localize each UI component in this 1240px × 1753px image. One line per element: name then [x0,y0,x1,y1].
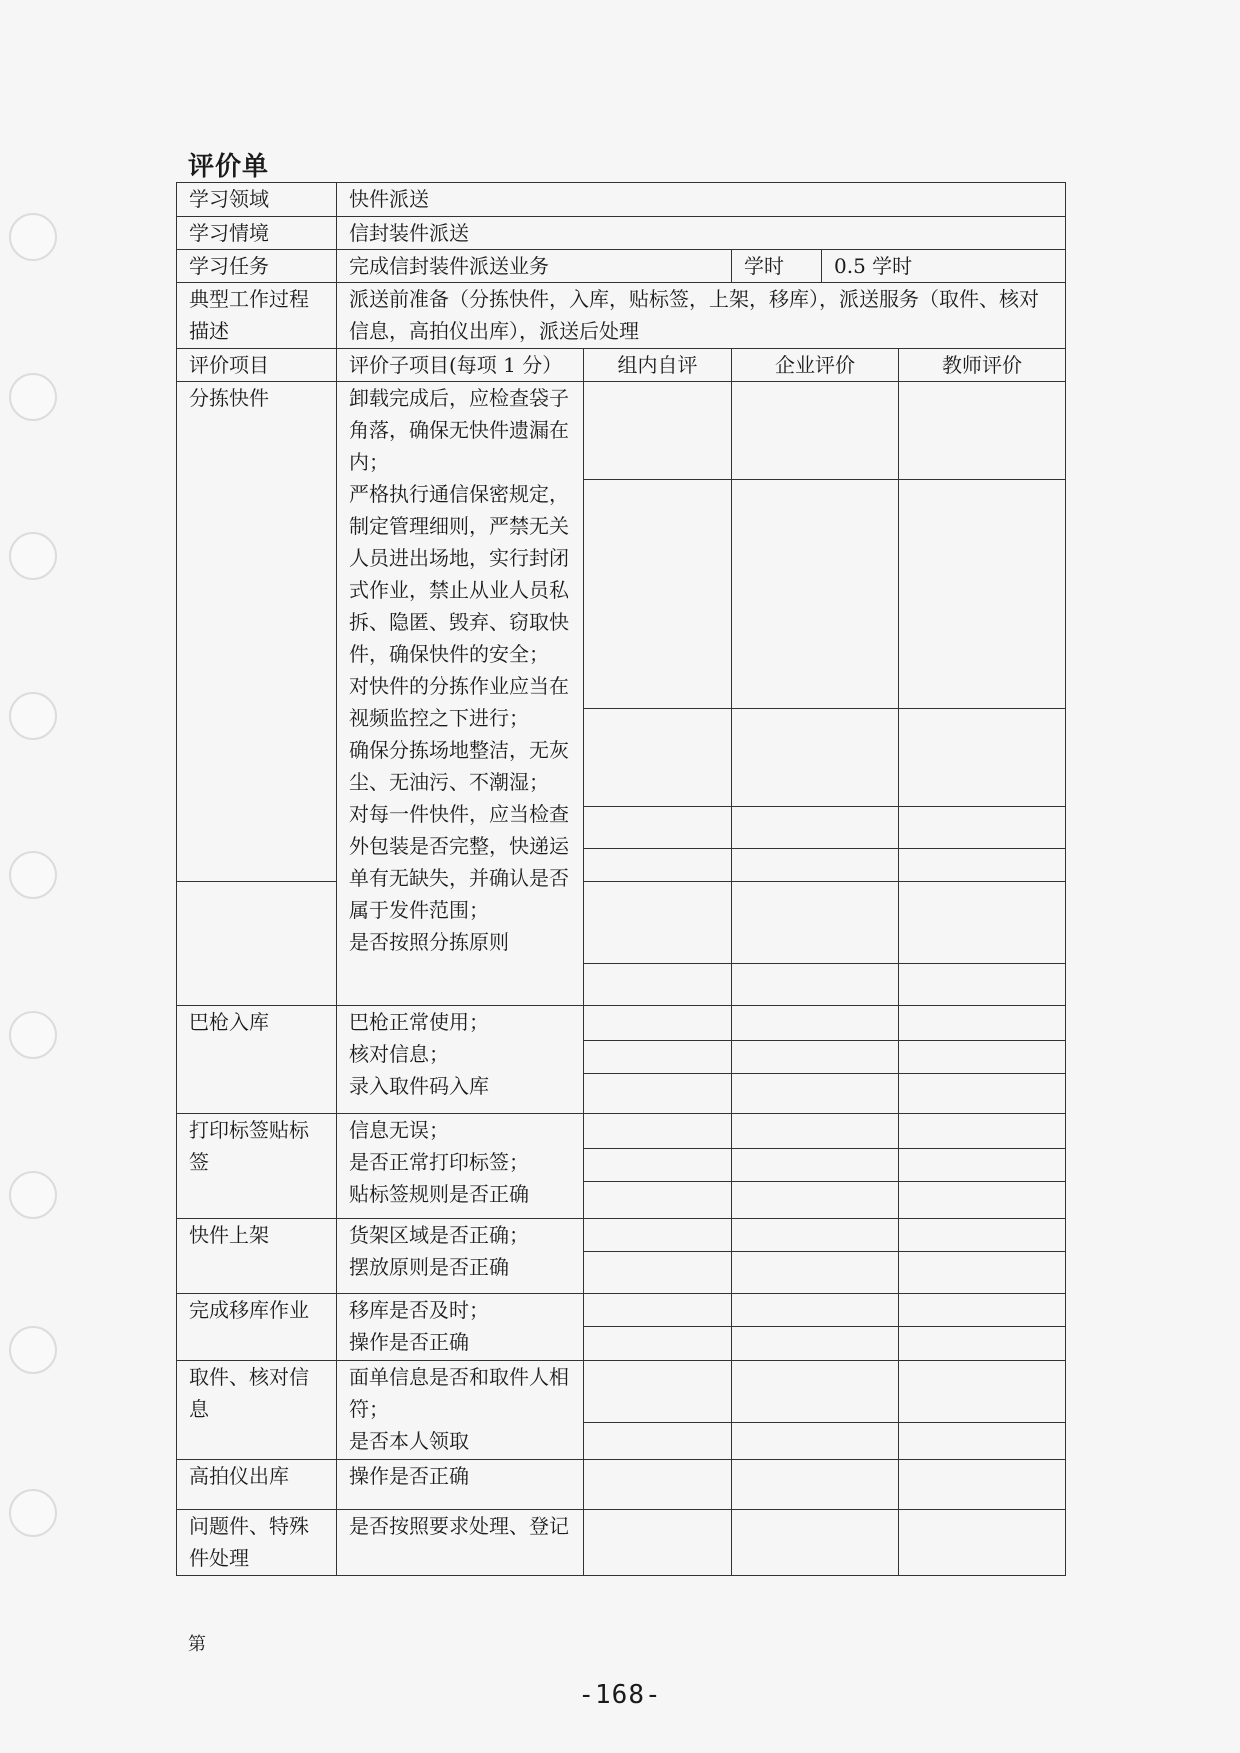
info-row-domain [177,183,1066,217]
score-cell[interactable] [584,1219,732,1252]
table-row [177,1114,1066,1149]
score-cell[interactable] [584,1294,732,1327]
score-cell[interactable] [732,1182,899,1219]
punch-hole [9,373,57,421]
header-subitem: 评价子项目(每项 1 分） [337,349,584,382]
punch-hole [9,851,57,899]
score-cell[interactable] [899,849,1066,882]
score-cell[interactable] [732,1219,899,1252]
score-cell[interactable] [732,807,899,849]
punch-hole [9,1171,57,1219]
document-title: 评价单 [188,152,270,182]
score-cell[interactable] [899,1074,1066,1114]
score-cell[interactable] [732,1114,899,1149]
score-cell[interactable] [899,882,1066,964]
score-cell[interactable] [584,1074,732,1114]
item-name: 分拣快件 [177,382,337,882]
score-cell[interactable] [732,1361,899,1423]
score-cell[interactable] [899,480,1066,709]
score-cell[interactable] [899,1219,1066,1252]
score-cell[interactable] [584,807,732,849]
item-criteria: 移库是否及时； 操作是否正确 [337,1294,584,1361]
header-teacher-eval: 教师评价 [899,349,1066,382]
info-row-process [177,283,1066,349]
item-criteria: 操作是否正确 [337,1460,584,1510]
score-cell[interactable] [732,1460,899,1510]
score-cell[interactable] [584,1423,732,1460]
score-cell[interactable] [899,1252,1066,1294]
score-cell[interactable] [584,1361,732,1423]
context-label: 学习情境 [177,217,337,250]
table-row [177,1460,1066,1510]
score-cell[interactable] [584,849,732,882]
score-cell[interactable] [732,709,899,807]
punch-hole [9,692,57,740]
task-value: 完成信封装件派送业务 [337,250,732,283]
score-cell[interactable] [732,882,899,964]
score-cell[interactable] [732,1074,899,1114]
table-row [177,382,1066,480]
table-row [177,1219,1066,1252]
table-row [177,1006,1066,1041]
item-name: 问题件、特殊件处理 [177,1510,337,1576]
score-cell[interactable] [899,1006,1066,1041]
header-item: 评价项目 [177,349,337,382]
table-row [177,1510,1066,1576]
score-cell[interactable] [584,1114,732,1149]
score-cell[interactable] [899,709,1066,807]
score-cell[interactable] [732,1149,899,1182]
score-cell[interactable] [732,1041,899,1074]
score-cell[interactable] [899,1294,1066,1327]
score-cell[interactable] [732,382,899,480]
score-cell[interactable] [899,1510,1066,1576]
score-cell[interactable] [584,1006,732,1041]
process-value: 派送前准备（分拣快件，入库，贴标签，上架，移库），派送服务（取件、核对信息，高拍仪出库），派送后处理 [337,283,1066,349]
score-cell[interactable] [732,849,899,882]
evaluation-table [176,182,1066,1576]
score-cell[interactable] [899,964,1066,1006]
punch-hole [9,1489,57,1537]
score-cell[interactable] [899,1149,1066,1182]
domain-label: 学习领域 [177,183,337,217]
header-row [177,349,1066,382]
item-name: 快件上架 [177,1219,337,1294]
header-company-eval: 企业评价 [732,349,899,382]
page-number: -168- [578,1680,662,1710]
item-name: 打印标签贴标签 [177,1114,337,1219]
info-row-task [177,250,1066,283]
score-cell[interactable] [584,882,732,964]
score-cell[interactable] [584,1327,732,1361]
hours-value: 0.5 学时 [822,250,1066,283]
score-cell[interactable] [899,382,1066,480]
score-cell[interactable] [732,1252,899,1294]
item-name: 高拍仪出库 [177,1460,337,1510]
table-row [177,1361,1066,1423]
process-label: 典型工作过程描述 [177,283,337,349]
score-cell[interactable] [584,480,732,709]
item-criteria: 卸载完成后，应检查袋子角落，确保无快件遗漏在内； 严格执行通信保密规定，制定管理细则，严禁无关人员进出场地，实行封闭式作业，禁止从业人员私拆、隐匿、毁弃、窃取快件，确保快件的安全； 对快件的分拣作业应当在视频监控之下进行； 确保分拣场地整洁，无灰尘、无油污、不潮湿； 对每一件快件，应当检查外包装是否完整，快递运单有无缺失，并确认是否属于发件范围； 是否按照分拣原则 [337,382,584,1006]
score-cell[interactable] [732,1327,899,1361]
score-cell[interactable] [732,480,899,709]
score-cell[interactable] [899,1460,1066,1510]
item-name-empty [177,882,337,1006]
context-value: 信封装件派送 [337,217,1066,250]
score-cell[interactable] [899,1182,1066,1219]
score-cell[interactable] [899,1423,1066,1460]
score-cell[interactable] [584,964,732,1006]
table-row [177,882,1066,964]
score-cell[interactable] [584,1460,732,1510]
score-cell[interactable] [732,964,899,1006]
info-row-context [177,217,1066,250]
item-name: 巴枪入库 [177,1006,337,1114]
footer-mark: 第 [188,1634,206,1655]
header-self-eval: 组内自评 [584,349,732,382]
hours-label: 学时 [732,250,822,283]
item-criteria: 巴枪正常使用； 核对信息； 录入取件码入库 [337,1006,584,1114]
punch-hole [9,532,57,580]
domain-value: 快件派送 [337,183,1066,217]
punch-hole [9,213,57,261]
score-cell[interactable] [899,1114,1066,1149]
score-cell[interactable] [584,1510,732,1576]
item-criteria: 信息无误； 是否正常打印标签； 贴标签规则是否正确 [337,1114,584,1219]
score-cell[interactable] [584,709,732,807]
item-criteria: 是否按照要求处理、登记 [337,1510,584,1576]
score-cell[interactable] [584,1252,732,1294]
task-label: 学习任务 [177,250,337,283]
score-cell[interactable] [899,1041,1066,1074]
item-name: 取件、核对信息 [177,1361,337,1460]
score-cell[interactable] [584,1149,732,1182]
score-cell[interactable] [899,1361,1066,1423]
score-cell[interactable] [732,1510,899,1576]
score-cell[interactable] [732,1294,899,1327]
score-cell[interactable] [584,1182,732,1219]
item-criteria: 面单信息是否和取件人相符； 是否本人领取 [337,1361,584,1460]
score-cell[interactable] [584,1041,732,1074]
punch-hole [9,1011,57,1059]
score-cell[interactable] [899,807,1066,849]
score-cell[interactable] [732,1423,899,1460]
punch-hole [9,1326,57,1374]
item-criteria: 货架区域是否正确； 摆放原则是否正确 [337,1219,584,1294]
table-row [177,1294,1066,1327]
item-name: 完成移库作业 [177,1294,337,1361]
score-cell[interactable] [584,382,732,480]
score-cell[interactable] [899,1327,1066,1361]
score-cell[interactable] [732,1006,899,1041]
